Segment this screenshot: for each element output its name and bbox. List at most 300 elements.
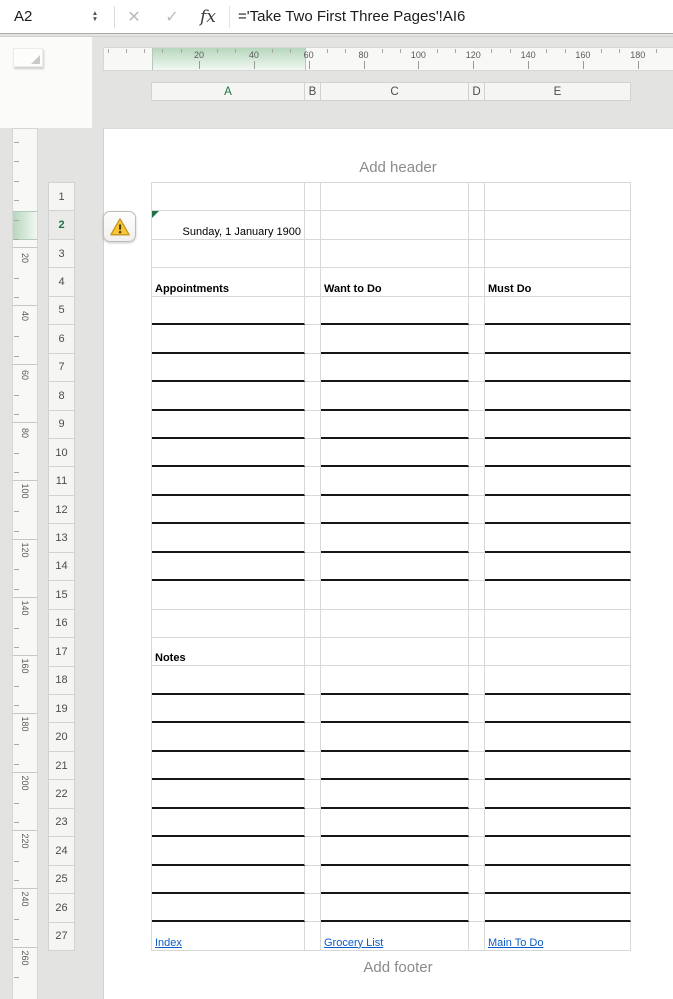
row-header-13[interactable]: 13 — [48, 523, 75, 552]
row-header-2[interactable]: 2 — [48, 210, 75, 239]
cell-D8[interactable] — [469, 382, 485, 410]
ruler-tick — [14, 977, 19, 978]
ruler-label: 60 — [303, 50, 314, 60]
table-row — [152, 780, 631, 808]
ruler-tick — [619, 49, 620, 53]
column-header-E[interactable]: E — [484, 82, 631, 101]
ruler-tick — [473, 61, 474, 69]
cell-D9[interactable] — [469, 411, 485, 439]
cell-D12[interactable] — [469, 496, 485, 524]
ruler-tick — [14, 880, 19, 881]
row-header-26[interactable]: 26 — [48, 893, 75, 922]
cell-A22[interactable] — [152, 780, 305, 808]
error-warning-button[interactable] — [103, 211, 136, 242]
link-E27[interactable]: Main To Do — [485, 922, 631, 950]
ruler-label: 140 — [520, 50, 536, 60]
cell-A24[interactable] — [152, 837, 305, 865]
cell-E1[interactable] — [485, 183, 631, 211]
ruler-label: 160 — [575, 50, 591, 60]
ruler-tick — [181, 49, 182, 53]
cell-B6[interactable] — [305, 325, 321, 353]
cell-D5[interactable] — [469, 297, 485, 325]
cell-E9[interactable] — [485, 411, 631, 439]
cell-A14[interactable] — [152, 553, 305, 581]
cell-C21[interactable] — [321, 752, 469, 780]
column-header-C[interactable]: C — [320, 82, 469, 101]
ruler-tick — [14, 336, 19, 337]
table-row — [152, 439, 631, 467]
cell-B9[interactable] — [305, 411, 321, 439]
cell-A1[interactable] — [152, 183, 305, 211]
ruler-tick — [437, 49, 438, 53]
cell-C22[interactable] — [321, 780, 469, 808]
cell-D15[interactable] — [469, 581, 485, 609]
cell-C14[interactable] — [321, 553, 469, 581]
cell-E2[interactable] — [485, 211, 631, 239]
cell-C26[interactable] — [321, 894, 469, 922]
ruler-tick — [14, 822, 19, 823]
row-header-21[interactable]: 21 — [48, 751, 75, 780]
row-header-25[interactable]: 25 — [48, 865, 75, 894]
ruler-tick — [14, 861, 19, 862]
ruler-tick — [14, 161, 19, 162]
cell-C18[interactable] — [321, 666, 469, 694]
row-header-27[interactable]: 27 — [48, 922, 75, 951]
cell-E10[interactable] — [485, 439, 631, 467]
cell-D21[interactable] — [469, 752, 485, 780]
toolbar-divider — [0, 36, 673, 37]
ruler-tick — [327, 49, 328, 53]
table-row — [152, 752, 631, 780]
cancel-icon[interactable]: ✕ — [127, 8, 141, 26]
cell-E15[interactable] — [485, 581, 631, 609]
ruler-tick — [510, 49, 511, 53]
ruler-label: 200 — [20, 775, 30, 791]
link-A27[interactable]: Index — [152, 922, 305, 950]
cell-A15[interactable] — [152, 581, 305, 609]
cell-B1[interactable] — [305, 183, 321, 211]
row-header-5[interactable]: 5 — [48, 296, 75, 325]
ruler-tick — [491, 49, 492, 53]
table-row — [152, 922, 631, 950]
cell-D19[interactable] — [469, 695, 485, 723]
cell-D6[interactable] — [469, 325, 485, 353]
ruler-tick — [309, 61, 310, 69]
ruler-tick — [14, 356, 19, 357]
ruler-tick — [217, 49, 218, 53]
cell-B13[interactable] — [305, 524, 321, 552]
cell-D17[interactable] — [469, 638, 485, 666]
row-header-18[interactable]: 18 — [48, 666, 75, 695]
table-row — [152, 297, 631, 325]
cell-D25[interactable] — [469, 866, 485, 894]
cell-E12[interactable] — [485, 496, 631, 524]
formula-bar — [0, 0, 673, 34]
ruler-label: 100 — [20, 483, 30, 499]
cell-D24[interactable] — [469, 837, 485, 865]
ruler-label: 40 — [20, 311, 30, 322]
ruler-tick — [14, 569, 19, 570]
cell-B12[interactable] — [305, 496, 321, 524]
column-header-A[interactable]: A — [151, 82, 305, 101]
vertical-ruler — [12, 128, 38, 999]
cell-B25[interactable] — [305, 866, 321, 894]
cell-E21[interactable] — [485, 752, 631, 780]
cell-A26[interactable] — [152, 894, 305, 922]
cell-A7[interactable] — [152, 354, 305, 382]
cell-A20[interactable] — [152, 723, 305, 751]
ruler-tick — [14, 511, 19, 512]
cell-B18[interactable] — [305, 666, 321, 694]
table-row — [152, 496, 631, 524]
cell-B17[interactable] — [305, 638, 321, 666]
page-fold-icon — [31, 55, 40, 64]
ruler-tick — [235, 49, 236, 53]
cell-B26[interactable] — [305, 894, 321, 922]
table-row — [152, 553, 631, 581]
cell-A2[interactable]: Sunday, 1 January 1900 — [152, 211, 305, 239]
cell-B7[interactable] — [305, 354, 321, 382]
cell-C10[interactable] — [321, 439, 469, 467]
cell-A12[interactable] — [152, 496, 305, 524]
column-header-D[interactable]: D — [468, 82, 485, 101]
ruler-selection-highlight — [13, 211, 37, 239]
cell-A5[interactable] — [152, 297, 305, 325]
row-header-19[interactable]: 19 — [48, 694, 75, 723]
cell-D26[interactable] — [469, 894, 485, 922]
row-header-1[interactable]: 1 — [48, 182, 75, 211]
row-header-11[interactable]: 11 — [48, 466, 75, 495]
cell-A6[interactable] — [152, 325, 305, 353]
ruler-label: 80 — [20, 427, 30, 438]
table-row — [152, 382, 631, 410]
ruler-tick — [199, 61, 200, 69]
ruler-tick — [14, 647, 19, 648]
table-row — [152, 467, 631, 495]
row-header-17[interactable]: 17 — [48, 637, 75, 666]
cell-B21[interactable] — [305, 752, 321, 780]
row-header-22[interactable]: 22 — [48, 779, 75, 808]
cell-B3[interactable] — [305, 240, 321, 268]
name-box[interactable]: A2 — [14, 8, 33, 25]
ruler-tick — [601, 49, 602, 53]
ruler-label: 140 — [20, 600, 30, 616]
ruler-label: 80 — [358, 50, 369, 60]
cell-C15[interactable] — [321, 581, 469, 609]
cell-reference-stepper[interactable] — [86, 11, 104, 23]
ruler-tick — [290, 49, 291, 53]
table-row — [152, 666, 631, 694]
cell-B16[interactable] — [305, 610, 321, 638]
cell-C12[interactable] — [321, 496, 469, 524]
cell-E26[interactable] — [485, 894, 631, 922]
cell-B23[interactable] — [305, 809, 321, 837]
ruler-tick — [14, 453, 19, 454]
cell-E20[interactable] — [485, 723, 631, 751]
cell-E14[interactable] — [485, 553, 631, 581]
ruler-tick — [126, 49, 127, 53]
ruler-tick — [382, 49, 383, 53]
cell-B5[interactable] — [305, 297, 321, 325]
cell-E17[interactable] — [485, 638, 631, 666]
ruler-tick — [14, 297, 19, 298]
table-row — [152, 325, 631, 353]
table-row — [152, 183, 631, 211]
ruler-tick — [14, 744, 19, 745]
table-row — [152, 837, 631, 865]
cell-B10[interactable] — [305, 439, 321, 467]
enter-icon[interactable]: ✓ — [165, 8, 179, 26]
row-header-6[interactable]: 6 — [48, 324, 75, 353]
cell-E5[interactable] — [485, 297, 631, 325]
ruler-tick — [583, 61, 584, 69]
cell-C8[interactable] — [321, 382, 469, 410]
cell-C13[interactable] — [321, 524, 469, 552]
cell-E22[interactable] — [485, 780, 631, 808]
ruler-tick — [638, 61, 639, 69]
ruler-tick — [14, 939, 19, 940]
ruler-tick — [14, 803, 19, 804]
table-row — [152, 411, 631, 439]
column-header-B[interactable]: B — [304, 82, 321, 101]
ruler-tick — [565, 49, 566, 53]
ruler-label: 40 — [248, 50, 259, 60]
row-header-3[interactable]: 3 — [48, 239, 75, 268]
cell-D18[interactable] — [469, 666, 485, 694]
cell-C4[interactable]: Want to Do — [321, 268, 469, 296]
row-header-24[interactable]: 24 — [48, 836, 75, 865]
cell-B22[interactable] — [305, 780, 321, 808]
row-header-4[interactable]: 4 — [48, 267, 75, 296]
cell-C11[interactable] — [321, 467, 469, 495]
cell-C23[interactable] — [321, 809, 469, 837]
table-row — [152, 894, 631, 922]
ruler-label: 120 — [20, 541, 30, 558]
stepper-up-icon[interactable]: ▲ — [91, 9, 99, 17]
ruler-label: 260 — [20, 950, 30, 966]
cell-D1[interactable] — [469, 183, 485, 211]
ruler-tick — [14, 200, 19, 201]
ruler-label: 20 — [193, 50, 204, 60]
page-footer-placeholder[interactable]: Add footer — [363, 959, 433, 976]
row-header-23[interactable]: 23 — [48, 808, 75, 837]
table-row — [152, 524, 631, 552]
cell-B27[interactable] — [305, 922, 321, 950]
ruler-tick — [108, 49, 109, 53]
ruler-tick — [14, 764, 19, 765]
table-row — [152, 610, 631, 638]
cell-D10[interactable] — [469, 439, 485, 467]
row-header-14[interactable]: 14 — [48, 552, 75, 581]
table-row — [152, 638, 631, 666]
row-header-10[interactable]: 10 — [48, 438, 75, 467]
cell-D4[interactable] — [469, 268, 485, 296]
ruler-label: 160 — [20, 658, 30, 674]
cell-D3[interactable] — [469, 240, 485, 268]
cell-C7[interactable] — [321, 354, 469, 382]
cell-E24[interactable] — [485, 837, 631, 865]
cell-C20[interactable] — [321, 723, 469, 751]
ruler-label: 180 — [20, 716, 30, 732]
ruler-tick — [144, 49, 145, 53]
cell-B24[interactable] — [305, 837, 321, 865]
cell-C5[interactable] — [321, 297, 469, 325]
cell-A23[interactable] — [152, 809, 305, 837]
ruler-tick — [14, 705, 19, 706]
cell-B4[interactable] — [305, 268, 321, 296]
cell-D11[interactable] — [469, 467, 485, 495]
corner-panel — [0, 37, 92, 128]
cell-A21[interactable] — [152, 752, 305, 780]
ruler-tick — [455, 49, 456, 53]
table-row — [152, 809, 631, 837]
ruler-selection-highlight — [152, 48, 306, 70]
cell-E3[interactable] — [485, 240, 631, 268]
cell-D22[interactable] — [469, 780, 485, 808]
table-row — [152, 354, 631, 382]
ruler-tick — [14, 142, 19, 143]
cell-B14[interactable] — [305, 553, 321, 581]
table-row — [152, 268, 631, 296]
cell-A16[interactable] — [152, 610, 305, 638]
cell-A4[interactable]: Appointments — [152, 268, 305, 296]
ruler-label: 100 — [410, 50, 426, 60]
cell-D16[interactable] — [469, 610, 485, 638]
cell-E19[interactable] — [485, 695, 631, 723]
cell-A18[interactable] — [152, 666, 305, 694]
ruler-tick — [546, 49, 547, 53]
ruler-tick — [14, 239, 19, 240]
table-row — [152, 240, 631, 268]
ruler-tick — [14, 589, 19, 590]
ruler-tick — [14, 395, 19, 396]
cell-E16[interactable] — [485, 610, 631, 638]
ruler-tick — [345, 49, 346, 53]
ruler-tick — [14, 472, 19, 473]
cell-B19[interactable] — [305, 695, 321, 723]
ruler-tick — [14, 414, 19, 415]
ruler-label: 220 — [20, 833, 30, 849]
error-indicator-triangle — [152, 211, 159, 218]
cell-E6[interactable] — [485, 325, 631, 353]
table-row — [152, 211, 631, 239]
ruler-tick — [14, 220, 19, 221]
row-header-12[interactable]: 12 — [48, 495, 75, 524]
cell-C3[interactable] — [321, 240, 469, 268]
cell-C17[interactable] — [321, 638, 469, 666]
ruler-tick — [14, 181, 19, 182]
cell-C19[interactable] — [321, 695, 469, 723]
insert-function-icon[interactable]: fx — [200, 6, 216, 27]
ruler-tick — [14, 628, 19, 629]
cell-D14[interactable] — [469, 553, 485, 581]
cell-A17[interactable]: Notes — [152, 638, 305, 666]
cell-B20[interactable] — [305, 723, 321, 751]
ruler-tick — [364, 61, 365, 69]
cell-B15[interactable] — [305, 581, 321, 609]
cell-B8[interactable] — [305, 382, 321, 410]
cell-D7[interactable] — [469, 354, 485, 382]
cell-A11[interactable] — [152, 467, 305, 495]
cell-B11[interactable] — [305, 467, 321, 495]
cell-E25[interactable] — [485, 866, 631, 894]
row-header-8[interactable]: 8 — [48, 381, 75, 410]
cell-A19[interactable] — [152, 695, 305, 723]
cell-E13[interactable] — [485, 524, 631, 552]
ruler-tick — [162, 49, 163, 53]
warning-triangle-icon — [109, 217, 131, 237]
cell-A10[interactable] — [152, 439, 305, 467]
link-C27[interactable]: Grocery List — [321, 922, 469, 950]
ruler-tick — [656, 49, 657, 53]
cell-C16[interactable] — [321, 610, 469, 638]
cell-grid — [151, 182, 631, 951]
ruler-tick — [418, 61, 419, 69]
row-header-15[interactable]: 15 — [48, 580, 75, 609]
cell-D2[interactable] — [469, 211, 485, 239]
row-header-20[interactable]: 20 — [48, 722, 75, 751]
row-header-9[interactable]: 9 — [48, 410, 75, 439]
ruler-label: 60 — [20, 369, 30, 380]
table-row — [152, 695, 631, 723]
horizontal-ruler — [103, 47, 673, 71]
cell-C6[interactable] — [321, 325, 469, 353]
page-corner-icon[interactable] — [13, 48, 43, 67]
cell-A13[interactable] — [152, 524, 305, 552]
cell-A9[interactable] — [152, 411, 305, 439]
ruler-tick — [254, 61, 255, 69]
cell-E8[interactable] — [485, 382, 631, 410]
cell-D20[interactable] — [469, 723, 485, 751]
ruler-tick — [400, 49, 401, 53]
ruler-tick — [272, 49, 273, 53]
table-row — [152, 581, 631, 609]
ruler-label: 180 — [630, 50, 646, 60]
cell-B2[interactable] — [305, 211, 321, 239]
ruler-tick — [14, 278, 19, 279]
page-header-placeholder[interactable]: Add header — [359, 159, 437, 176]
cell-E18[interactable] — [485, 666, 631, 694]
cell-C25[interactable] — [321, 866, 469, 894]
cell-A25[interactable] — [152, 866, 305, 894]
cell-E7[interactable] — [485, 354, 631, 382]
cell-C24[interactable] — [321, 837, 469, 865]
ruler-label: 240 — [20, 891, 30, 907]
cell-D27[interactable] — [469, 922, 485, 950]
cell-E23[interactable] — [485, 809, 631, 837]
ruler-tick — [528, 61, 529, 69]
ruler-tick — [14, 919, 19, 920]
cell-E11[interactable] — [485, 467, 631, 495]
row-header-7[interactable]: 7 — [48, 353, 75, 382]
stepper-down-icon[interactable]: ▼ — [91, 15, 99, 23]
table-row — [152, 723, 631, 751]
cell-D23[interactable] — [469, 809, 485, 837]
ruler-tick — [14, 686, 19, 687]
ruler-tick — [14, 531, 19, 532]
cell-C2[interactable] — [321, 211, 469, 239]
formula-input[interactable]: ='Take Two First Three Pages'!AI6 — [238, 8, 466, 25]
table-row — [152, 866, 631, 894]
cell-A8[interactable] — [152, 382, 305, 410]
cell-D13[interactable] — [469, 524, 485, 552]
cell-A3[interactable] — [152, 240, 305, 268]
ruler-label: 120 — [465, 50, 481, 60]
cell-C1[interactable] — [321, 183, 469, 211]
cell-E4[interactable]: Must Do — [485, 268, 631, 296]
row-header-16[interactable]: 16 — [48, 609, 75, 638]
cell-C9[interactable] — [321, 411, 469, 439]
